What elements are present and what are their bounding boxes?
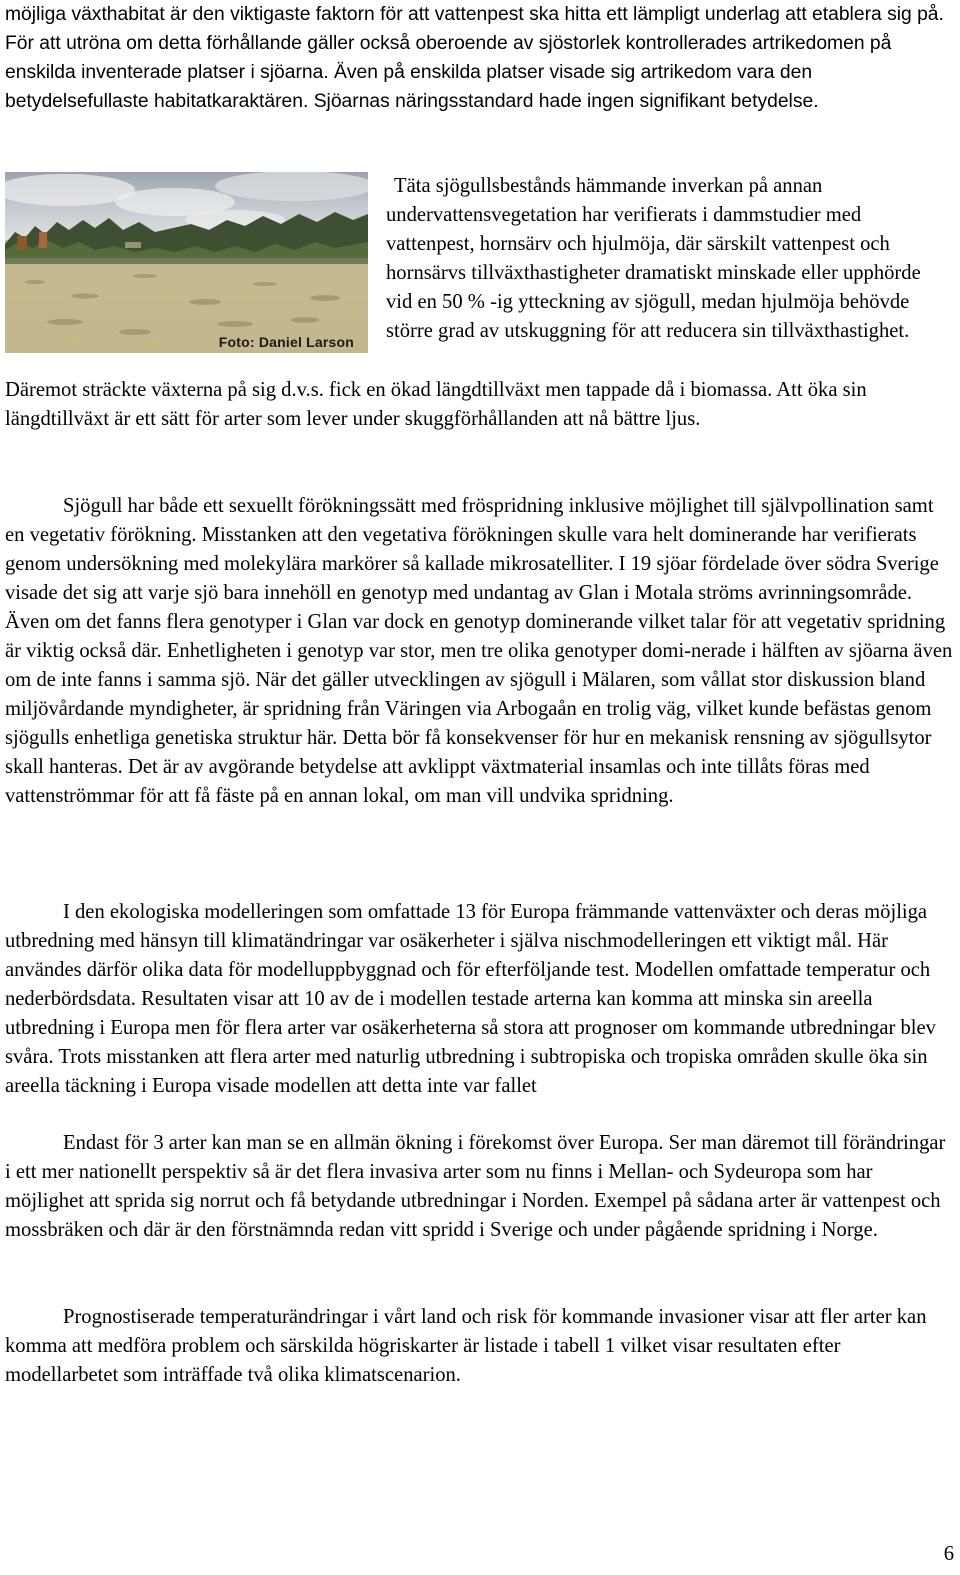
intro-paragraph: möjliga växthabitat är den viktigaste faktorn för att vattenpest ska hitta ett lämpligt underlag att etablera sig på. För att utröna om detta förhållande gäller också oberoende av sjöstorlek kontrollerades artrikedomen på enskilda inventerade platser i sjöarna. Även på enskilda platser visade sig artrikedom vara den betydelsefullaste habitatkaraktären. Sjöarnas näringsstandard hade ingen signifikant betydelse.	[5, 4, 944, 112]
page-number: 6	[943, 1543, 954, 1565]
increase-paragraph: Endast för 3 arter kan man se en allmän ökning i förekomst över Europa. Ser man däremot till förändringar i ett mer nationellt perspektiv så är det flera invasiva arter som nu finns i Mellan- och Sydeuropa som har möjlighet att sprida sig norrut och få betydande utbredningar i Norden. Exempel på sådana arter är vattenpest och mossbräken och där är den förstnämnda redan vitt spridd i Sverige och under pågående spridning i Norge.	[5, 1132, 946, 1241]
lake-photo	[5, 172, 368, 353]
lake-photo-image	[5, 172, 368, 353]
shading-paragraph-beside-photo: Täta sjögullsbestånds hämmande inverkan på annan undervattensvegetation har verifierats i dammstudier med vattenpest, hornsärv och hjulmöja, där särskilt vattenpest och hornsärvs tillväxthastigheter dramatiskt minskade eller upphörde vid en 50 % -ig ytteckning av sjögull, medan hjulmöja behövde större grad av utskuggning för att reducera sin tillväxthastighet.	[386, 175, 921, 342]
photo-credit: Foto: Daniel Larson	[218, 334, 354, 350]
forecast-paragraph: Prognostiserade temperaturändringar i vårt land och risk för kommande invasioner visar att fler arter kan komma att medföra problem och särskilda högriskarter är listade i tabell 1 vilket visar resultaten efter modellarbetet som inträffade två olika klimatscenarion.	[5, 1306, 927, 1386]
modelling-paragraph: I den ekologiska modelleringen som omfattade 13 för Europa främmande vattenväxter och deras möjliga utbredning med hänsyn till klimatändringar var osäkerheter i själva nischmodelleringen ett viktigt mål. Här användes därför olika data för modelluppbyggnad och för efterföljande test. Modellen omfattade temperatur och nederbördsdata. Resultaten visar att 10 av de i modellen testade arterna kan komma att minska sin areella utbredning i Europa men för flera arter var osäkerheterna så stora att prognoser om kommande utbredningar blev svåra. Trots misstanken att flera arter med naturlig utbredning i subtropiska och tropiska områden skulle öka sin areella täckning i Europa visade modellen att detta inte var fallet	[5, 901, 936, 1097]
shading-paragraph-continued: Däremot sträckte växterna på sig d.v.s. fick en ökad längdtillväxt men tappade då i biomassa. Att öka sin längdtillväxt är ett sätt för arter som lever under skuggförhållanden att nå bättre ljus.	[5, 379, 867, 430]
reproduction-paragraph: Sjögull har både ett sexuellt förökningssätt med fröspridning inklusive möjlighet till självpollination samt en vegetativ förökning. Misstanken att den vegetativa förökningen skulle vara helt dominerande har verifierats genom undersökning med molekylära markörer så kallade mikrosatelliter. I 19 sjöar fördelade över södra Sverige visade det sig att varje sjö bara innehöll en genotyp med undantag av Glan i Motala ströms avrinningsområde. Även om det fanns flera genotyper i Glan var dock en genotyp dominerande vilket talar för att vegetativ spridning är viktig också där. Enhetligheten i genotyp var stor, men tre olika genotyper domi-nerade i hälften av sjöarna även om de inte fanns i samma sjö. När det gäller utvecklingen av sjögull i Mälaren, som vållat stor diskussion bland miljövårdande myndigheter, är spridning från Väringen via Arbogaån en trolig väg, vilket kunde befästas genom sjögulls enhetliga genetiska struktur här. Detta bör få konsekvenser för hur en mekanisk rensning av sjögullsytor skall hanteras. Det är av avgörande betydelse att avklippt växtmaterial insamlas och inte tillåts föras med vattenströmmar för att få fäste på en annan lokal, om man vill undvika spridning.	[5, 495, 953, 807]
